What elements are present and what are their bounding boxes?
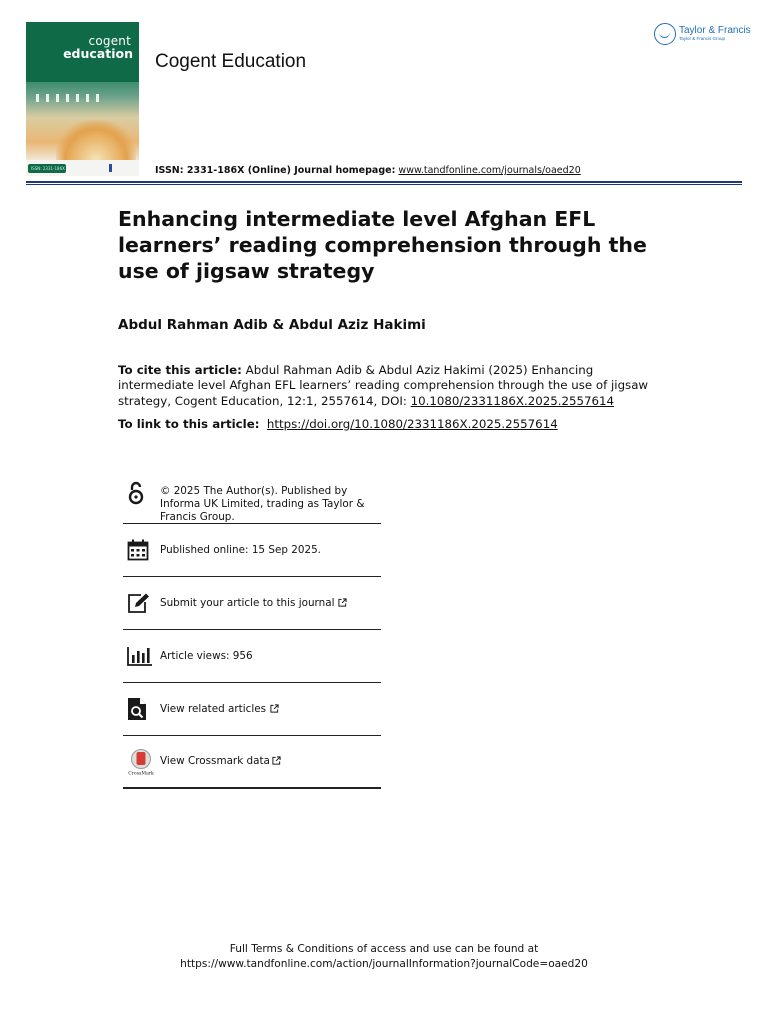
cover-letters-decoration	[36, 94, 106, 102]
published-date-text: Published online: 15 Sep 2025.	[160, 543, 321, 556]
bar-chart-icon	[127, 646, 153, 666]
published-row	[123, 524, 381, 577]
cover-title-education: education	[63, 46, 133, 61]
doi-link[interactable]: 10.1080/2331186X.2025.2557614	[410, 393, 615, 408]
related-articles-row[interactable]	[123, 683, 381, 736]
open-access-icon	[127, 480, 145, 506]
license-text: © 2025 The Author(s). Published by Informa UK Limited, trading as Taylor & Francis Group.	[160, 485, 365, 523]
document-search-icon	[127, 697, 147, 721]
submit-article-link[interactable]	[160, 597, 347, 610]
cover-book-illustration	[56, 120, 136, 160]
calendar-icon	[127, 539, 149, 561]
taylor-francis-logo	[654, 23, 751, 45]
footer-line-1: Full Terms & Conditions of access and use can be found at	[229, 943, 539, 955]
article-link-line	[118, 417, 558, 431]
article-title: Enhancing intermediate level Afghan EFL learners’ reading comprehension through the use of jigsaw strategy	[118, 207, 647, 283]
cite-text: Abdul Rahman Adib & Abdul Aziz Hakimi (2025) Enhancing intermediate level Afghan EFL learners’ reading comprehension through the use of jigsaw strategy, Cogent Education, 12:1, 2557614, DOI:	[118, 363, 649, 408]
article-info-panel	[123, 476, 381, 789]
crossmark-icon	[127, 748, 155, 776]
citation-block	[118, 363, 658, 409]
issn-line	[155, 165, 581, 176]
crossmark-row[interactable]	[123, 736, 381, 789]
journal-cover-image	[26, 22, 139, 176]
terms-footer	[0, 942, 768, 972]
cover-issn-badge: ISSN: 2331-186X	[28, 164, 66, 173]
cover-publisher-mark	[109, 164, 133, 172]
cover-title-cogent: cogent	[88, 34, 131, 48]
crossmark-badge-text: CrossMark	[128, 771, 154, 776]
crossmark-label: View Crossmark data	[160, 755, 270, 767]
edit-pencil-icon	[127, 592, 151, 614]
issn-label: ISSN: 2331-186X (Online) Journal homepage:	[155, 165, 396, 176]
journal-name: Cogent Education	[155, 51, 307, 72]
article-authors: Abdul Rahman Adib & Abdul Aziz Hakimi	[118, 317, 426, 333]
crossmark-link[interactable]	[160, 755, 281, 768]
cite-label: To cite this article:	[118, 363, 242, 377]
external-link-icon	[338, 598, 347, 607]
article-views-text: Article views: 956	[160, 649, 253, 662]
header-rule-thin	[26, 184, 742, 185]
article-views-row	[123, 630, 381, 683]
external-link-icon	[272, 756, 281, 765]
related-articles-label: View related articles	[160, 702, 267, 715]
tf-logo-name: Taylor & Francis	[679, 25, 751, 37]
related-articles-link[interactable]	[160, 703, 279, 716]
article-doi-url-link[interactable]: https://doi.org/10.1080/2331186X.2025.2557614	[266, 417, 558, 431]
link-label: To link to this article:	[118, 417, 260, 431]
submit-article-row[interactable]	[123, 577, 381, 630]
tf-logo-subtitle: Taylor & Francis Group	[679, 36, 726, 42]
footer-terms-url[interactable]: https://www.tandfonline.com/action/journalInformation?journalCode=oaed20	[180, 958, 588, 970]
header-rule-thick	[26, 181, 742, 183]
external-link-icon	[270, 704, 279, 713]
submit-article-label: Submit your article to this journal	[160, 596, 335, 609]
journal-homepage-link[interactable]: www.tandfonline.com/journals/oaed20	[398, 165, 581, 176]
license-row	[123, 476, 381, 524]
tf-logo-icon	[654, 23, 676, 45]
